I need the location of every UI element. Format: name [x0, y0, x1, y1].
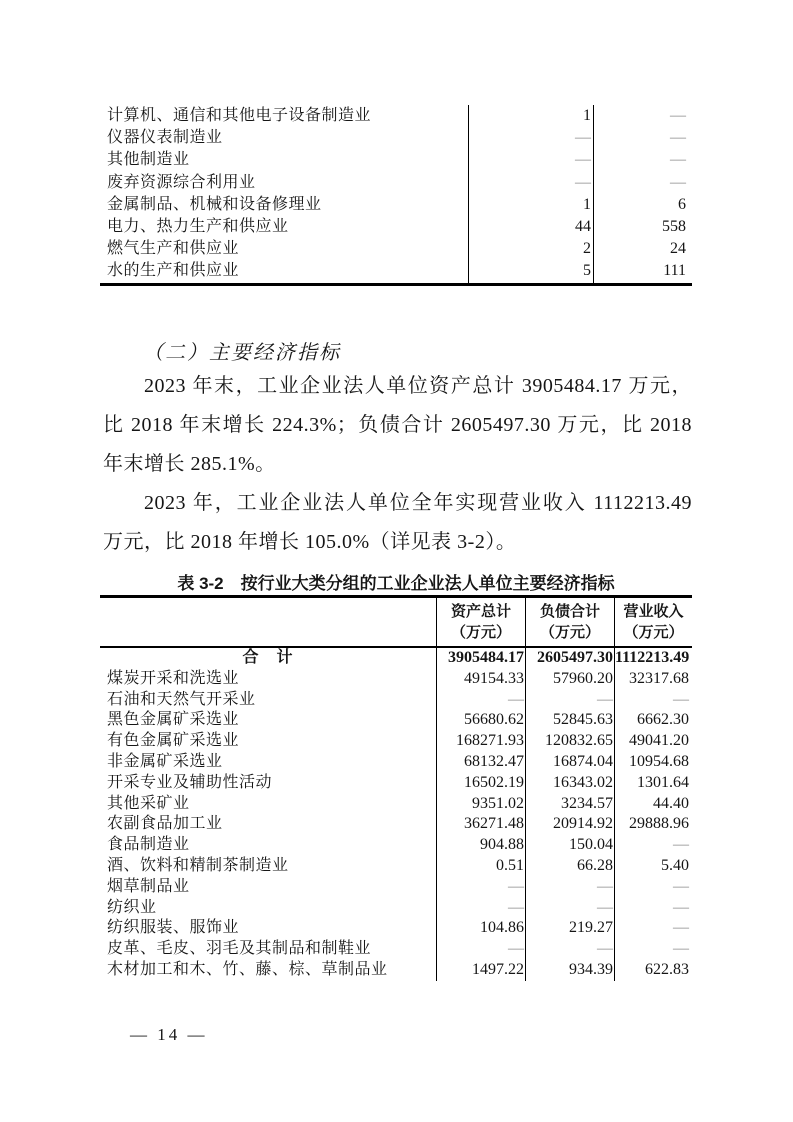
assets-value: —: [436, 877, 525, 898]
liabilities-value: 52845.63: [525, 710, 614, 731]
industry-label: 纺织服装、服饰业: [107, 919, 240, 937]
industry-label: 水的生产和供应业: [107, 262, 240, 280]
assets-value: 1497.22: [436, 960, 525, 981]
units-value: 1: [468, 105, 593, 127]
assets-value: —: [436, 690, 525, 711]
table-row: [100, 194, 692, 216]
secondary-value: 111: [593, 260, 692, 282]
table-row: [100, 814, 692, 835]
secondary-value: 6: [593, 194, 692, 216]
assets-value: —: [436, 939, 525, 960]
units-value: —: [468, 149, 593, 171]
industry-label: 黑色金属矿采选业: [107, 711, 240, 729]
liabilities-value: 3234.57: [525, 794, 614, 815]
table-row: [100, 939, 692, 960]
revenue-value: 29888.96: [614, 814, 692, 835]
assets-value: 36271.48: [436, 814, 525, 835]
industry-label: 酒、饮料和精制茶制造业: [107, 856, 289, 874]
secondary-value: 24: [593, 238, 692, 260]
header-assets: 资产总计 （万元）: [436, 598, 525, 646]
table-title: 表 3-2 按行业大类分组的工业企业法人单位主要经济指标: [177, 574, 615, 593]
assets-value: 56680.62: [436, 710, 525, 731]
liabilities-value: 16874.04: [525, 752, 614, 773]
industry-label: 燃气生产和供应业: [107, 240, 240, 258]
revenue-value: —: [614, 898, 692, 919]
paragraph-line: 年末增长 285.1%。: [103, 453, 276, 475]
industry-label: 皮革、毛皮、羽毛及其制品和制鞋业: [107, 940, 372, 958]
table-row: [100, 105, 692, 127]
table-row: [100, 898, 692, 919]
industry-label: 烟草制品业: [107, 877, 190, 895]
header-empty-cell: [100, 598, 436, 646]
economic-indicators-table: [100, 595, 692, 981]
liabilities-value: 150.04: [525, 835, 614, 856]
assets-value: 904.88: [436, 835, 525, 856]
secondary-value: —: [593, 127, 692, 149]
total-revenue: 1112213.49: [614, 648, 692, 669]
paragraph-line: 2023 年，工业企业法人单位全年实现营业收入 1112213.49: [144, 492, 692, 514]
assets-value: —: [436, 898, 525, 919]
table-row: [100, 731, 692, 752]
revenue-value: 44.40: [614, 794, 692, 815]
table-row: [100, 149, 692, 171]
table-header-row: [100, 598, 692, 648]
revenue-value: 49041.20: [614, 731, 692, 752]
table-row: [100, 918, 692, 939]
industry-units-table-continued: [100, 105, 692, 286]
secondary-value: —: [593, 172, 692, 194]
industry-label: 电力、热力生产和供应业: [107, 217, 289, 235]
liabilities-value: 57960.20: [525, 669, 614, 690]
paragraph-line: 比 2018 年末增长 224.3%；负债合计 2605497.30 万元，比 2018: [103, 414, 692, 436]
industry-label: 其他采矿业: [107, 794, 190, 812]
units-value: 5: [468, 260, 593, 282]
industry-label: 废弃资源综合利用业: [107, 173, 256, 191]
table-row: [100, 877, 692, 898]
revenue-value: 1301.64: [614, 773, 692, 794]
liabilities-value: 20914.92: [525, 814, 614, 835]
revenue-value: —: [614, 877, 692, 898]
table-total-row: [100, 648, 692, 669]
assets-value: 9351.02: [436, 794, 525, 815]
revenue-value: 6662.30: [614, 710, 692, 731]
table-row: [100, 127, 692, 149]
revenue-value: 5.40: [614, 856, 692, 877]
units-value: 44: [468, 216, 593, 238]
revenue-value: 622.83: [614, 960, 692, 981]
liabilities-value: —: [525, 690, 614, 711]
industry-label: 木材加工和木、竹、藤、棕、草制品业: [107, 960, 388, 978]
revenue-value: 10954.68: [614, 752, 692, 773]
table-row: [100, 794, 692, 815]
industry-label: 有色金属矿采选业: [107, 732, 240, 750]
assets-value: 49154.33: [436, 669, 525, 690]
table-row: [100, 238, 692, 260]
table-row: [100, 960, 692, 981]
industry-label: 计算机、通信和其他电子设备制造业: [107, 107, 372, 124]
secondary-value: —: [593, 105, 692, 127]
body-text: [103, 367, 692, 562]
units-value: —: [468, 127, 593, 149]
assets-value: 68132.47: [436, 752, 525, 773]
assets-value: 104.86: [436, 918, 525, 939]
table-row: [100, 856, 692, 877]
liabilities-value: —: [525, 939, 614, 960]
assets-value: 16502.19: [436, 773, 525, 794]
page-number: — 14 —: [130, 1025, 208, 1044]
industry-label: 煤炭开采和洗选业: [107, 669, 240, 687]
table-body: [100, 669, 692, 981]
assets-value: 0.51: [436, 856, 525, 877]
liabilities-value: —: [525, 898, 614, 919]
total-assets: 3905484.17: [436, 648, 525, 669]
revenue-value: —: [614, 939, 692, 960]
table-row: [100, 710, 692, 731]
table-row: [100, 669, 692, 690]
total-label: 合 计: [242, 649, 294, 666]
industry-label: 纺织业: [107, 898, 157, 916]
units-value: —: [468, 172, 593, 194]
industry-label: 非金属矿采选业: [107, 752, 223, 770]
paragraph-line: 万元，比 2018 年增长 105.0%（详见表 3-2）。: [103, 531, 517, 553]
industry-label: 石油和天然气开采业: [107, 690, 256, 708]
liabilities-value: 934.39: [525, 960, 614, 981]
table-row: [100, 773, 692, 794]
liabilities-value: 120832.65: [525, 731, 614, 752]
header-liabilities: 负债合计 （万元）: [525, 598, 614, 646]
revenue-value: 32317.68: [614, 669, 692, 690]
secondary-value: —: [593, 149, 692, 171]
units-value: 1: [468, 194, 593, 216]
revenue-value: —: [614, 918, 692, 939]
table-row: [100, 752, 692, 773]
industry-label: 仪器仪表制造业: [107, 129, 223, 147]
liabilities-value: 66.28: [525, 856, 614, 877]
total-liabilities: 2605497.30: [525, 648, 614, 669]
table-row: [100, 172, 692, 194]
units-value: 2: [468, 238, 593, 260]
table-row: [100, 835, 692, 856]
liabilities-value: 219.27: [525, 918, 614, 939]
industry-label: 其他制造业: [107, 151, 190, 169]
section-heading: （二）主要经济指标: [143, 342, 341, 364]
paragraph-line: 2023 年末，工业企业法人单位资产总计 3905484.17 万元，: [144, 375, 692, 397]
table-row: [100, 690, 692, 711]
industry-label: 开采专业及辅助性活动: [107, 773, 273, 791]
table-row: [100, 216, 692, 238]
header-revenue: 营业收入 （万元）: [614, 598, 692, 646]
assets-value: 168271.93: [436, 731, 525, 752]
liabilities-value: 16343.02: [525, 773, 614, 794]
liabilities-value: —: [525, 877, 614, 898]
industry-label: 金属制品、机械和设备修理业: [107, 195, 322, 213]
revenue-value: —: [614, 690, 692, 711]
industry-label: 食品制造业: [107, 836, 190, 854]
industry-label: 农副食品加工业: [107, 815, 223, 833]
revenue-value: —: [614, 835, 692, 856]
secondary-value: 558: [593, 216, 692, 238]
table-row: [100, 260, 692, 282]
